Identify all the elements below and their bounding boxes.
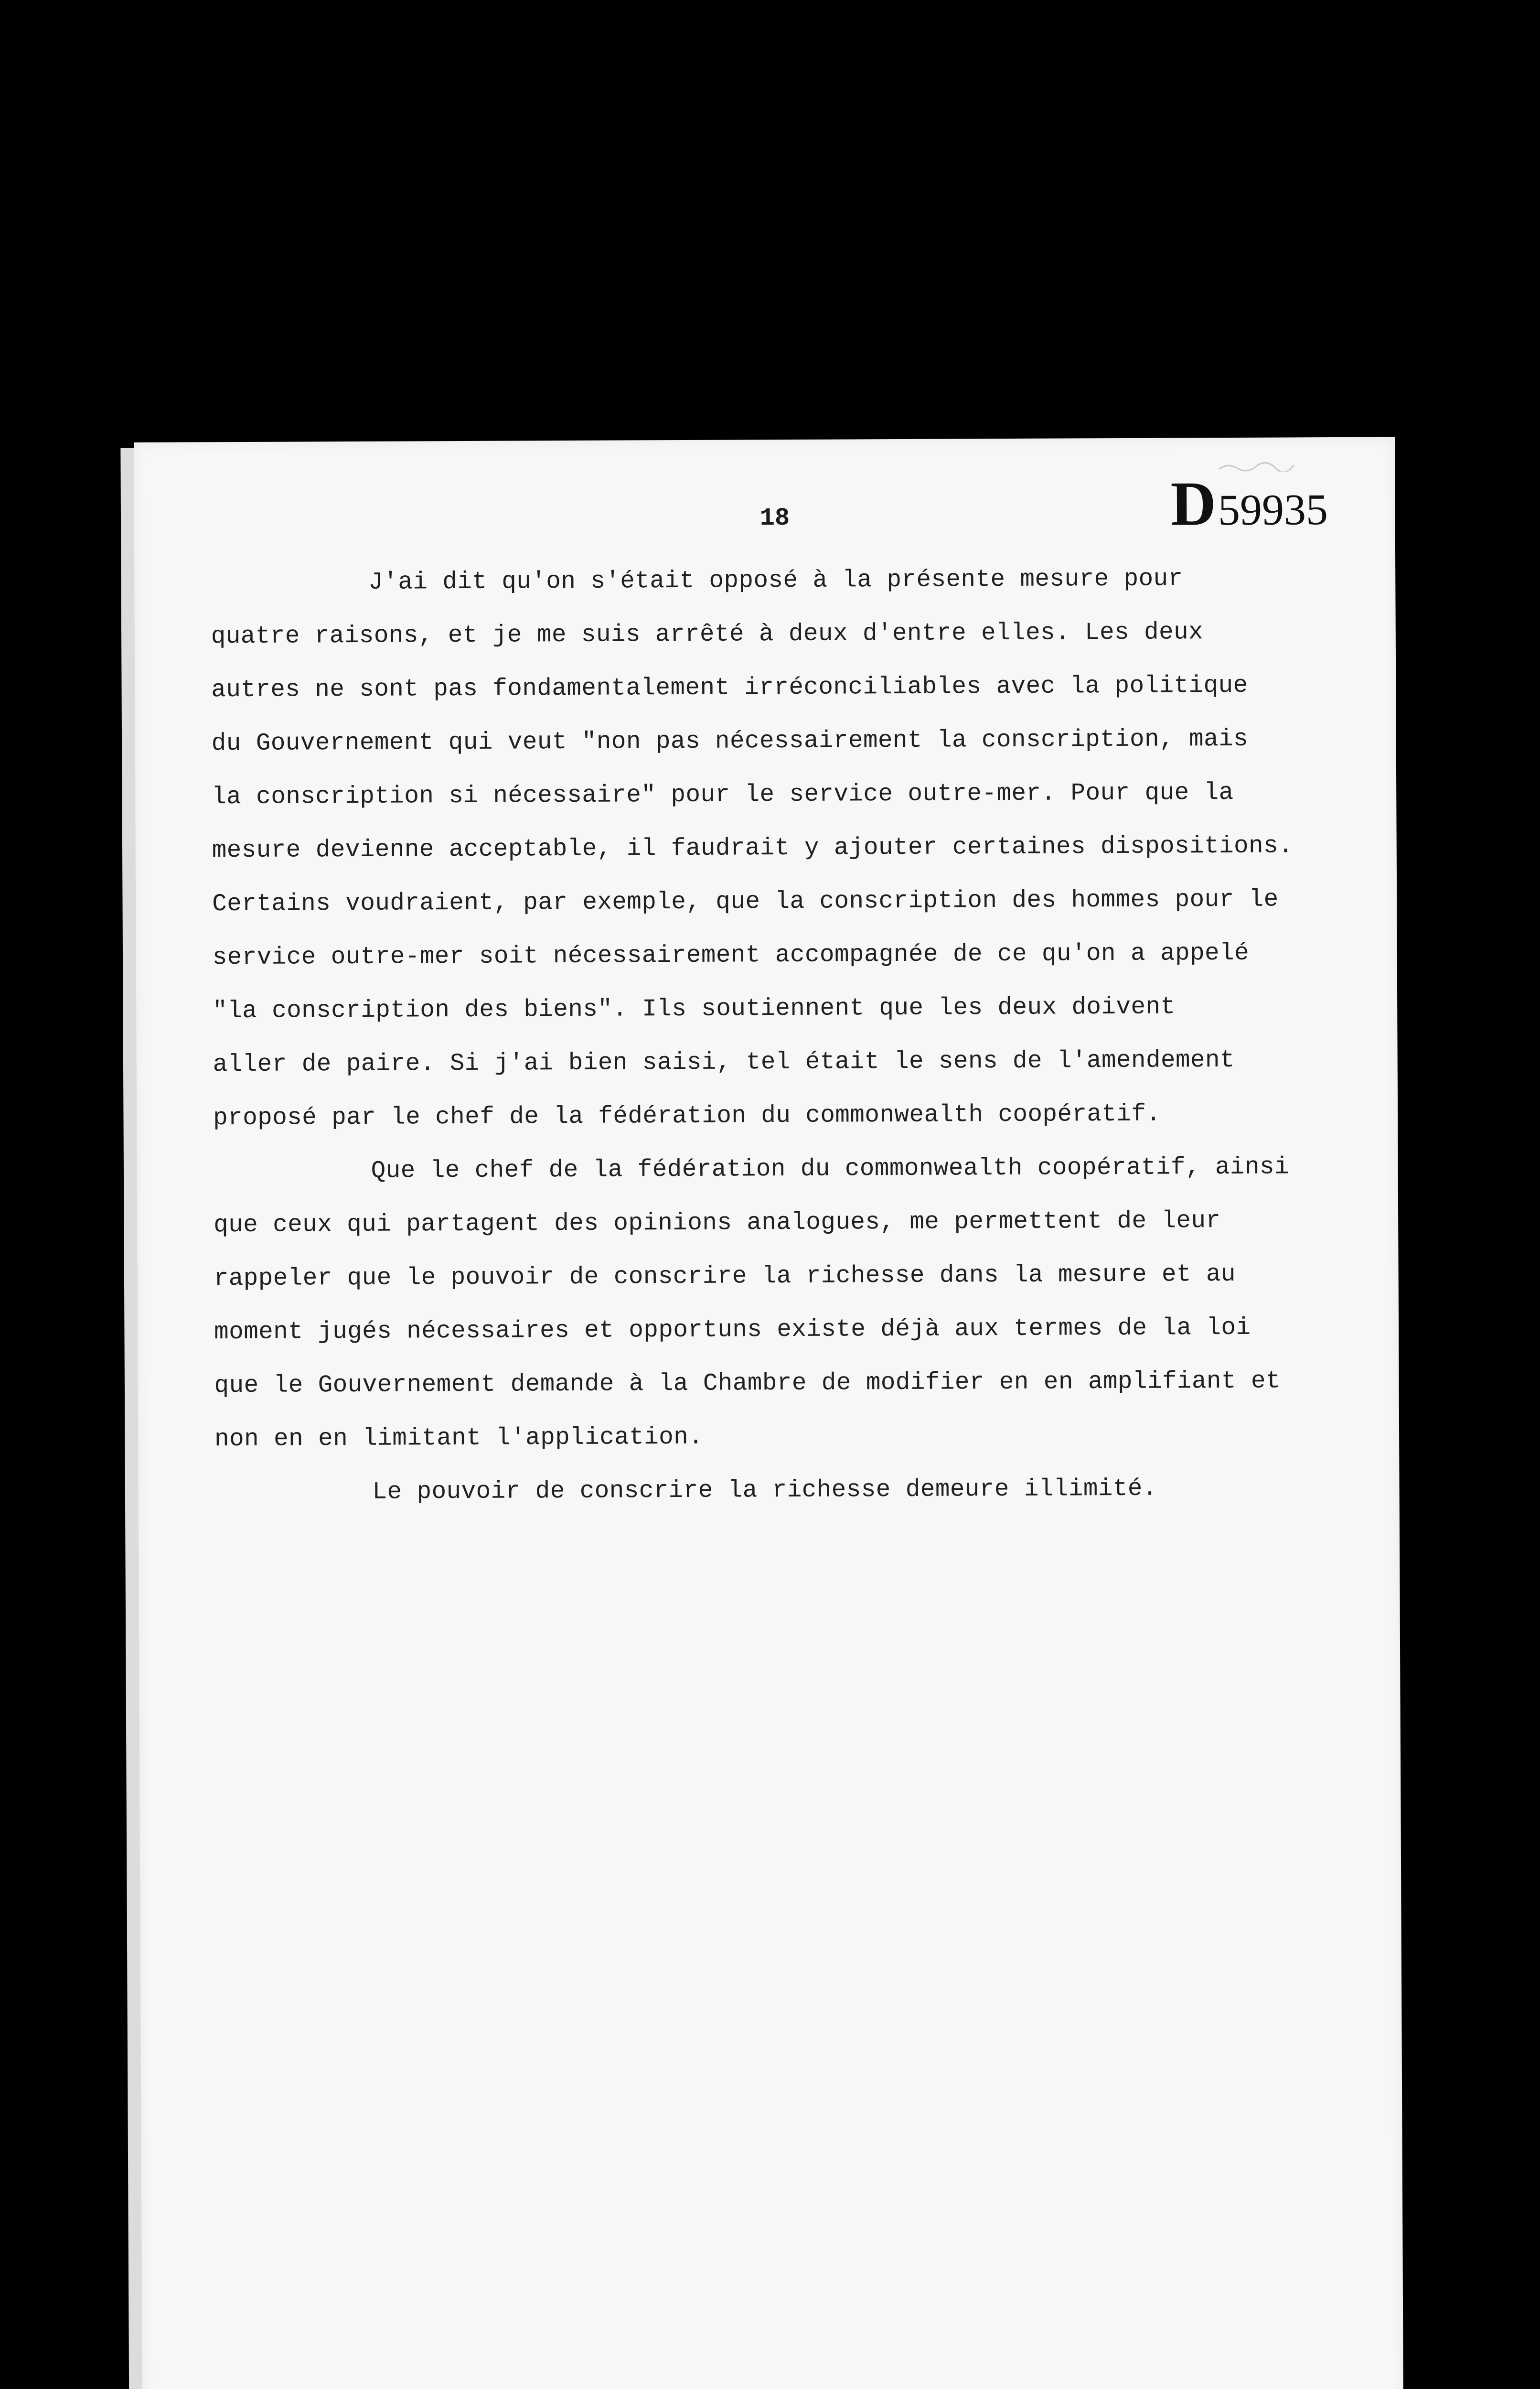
text-line: mesure devienne acceptable, il faudrait y ajouter certaines dispositions. bbox=[212, 832, 1294, 865]
text-line: du Gouvernement qui veut "non pas nécessairement la conscription, mais bbox=[211, 725, 1249, 758]
text-line: J'ai dit qu'on s'était opposé à la présente mesure pour bbox=[368, 565, 1183, 596]
text-line: proposé par le chef de la fédération du commonwealth coopératif. bbox=[213, 1100, 1161, 1132]
paragraph-1 bbox=[211, 552, 1374, 1146]
document-id-prefix: D bbox=[1170, 468, 1217, 539]
paragraph-3 bbox=[214, 1462, 1375, 1520]
document-id-number: 59935 bbox=[1218, 485, 1328, 535]
pencil-annotation bbox=[1218, 460, 1294, 472]
text-line: rappeler que le pouvoir de conscrire la richesse dans la mesure et au bbox=[214, 1260, 1236, 1293]
text-line: Certains voudraient, par exemple, que la conscription des hommes pour le bbox=[212, 886, 1279, 918]
text-line: que ceux qui partagent des opinions analogues, me permettent de leur bbox=[214, 1207, 1221, 1239]
text-line: aller de paire. Si j'ai bien saisi, tel était le sens de l'amendement bbox=[213, 1046, 1235, 1079]
text-line: Le pouvoir de conscrire la richesse demeure illimité. bbox=[372, 1475, 1157, 1506]
paragraph-2 bbox=[213, 1141, 1375, 1467]
document-id-stamp bbox=[1170, 468, 1328, 539]
text-line: "la conscription des biens". Ils soutiennent que les deux doivent bbox=[213, 993, 1176, 1025]
text-line: non en en limitant l'application. bbox=[214, 1423, 704, 1453]
text-line: autres ne sont pas fondamentalement irréconciliables avec la politique bbox=[211, 672, 1248, 704]
text-line: Que le chef de la fédération du commonwealth coopératif, ainsi bbox=[371, 1153, 1290, 1185]
text-line: service outre-mer soit nécessairement accompagnée de ce qu'on a appelé bbox=[212, 939, 1250, 972]
document-page bbox=[134, 437, 1404, 2389]
text-line: la conscription si nécessaire" pour le service outre-mer. Pour que la bbox=[212, 779, 1234, 811]
text-line: moment jugés nécessaires et opportuns existe déjà aux termes de la loi bbox=[214, 1314, 1251, 1346]
text-line: quatre raisons, et je me suis arrêté à deux d'entre elles. Les deux bbox=[211, 619, 1204, 651]
text-line: que le Gouvernement demande à la Chambre de modifier en en amplifiant et bbox=[214, 1367, 1281, 1400]
page-number: 18 bbox=[759, 504, 790, 533]
body-text bbox=[211, 552, 1376, 1520]
